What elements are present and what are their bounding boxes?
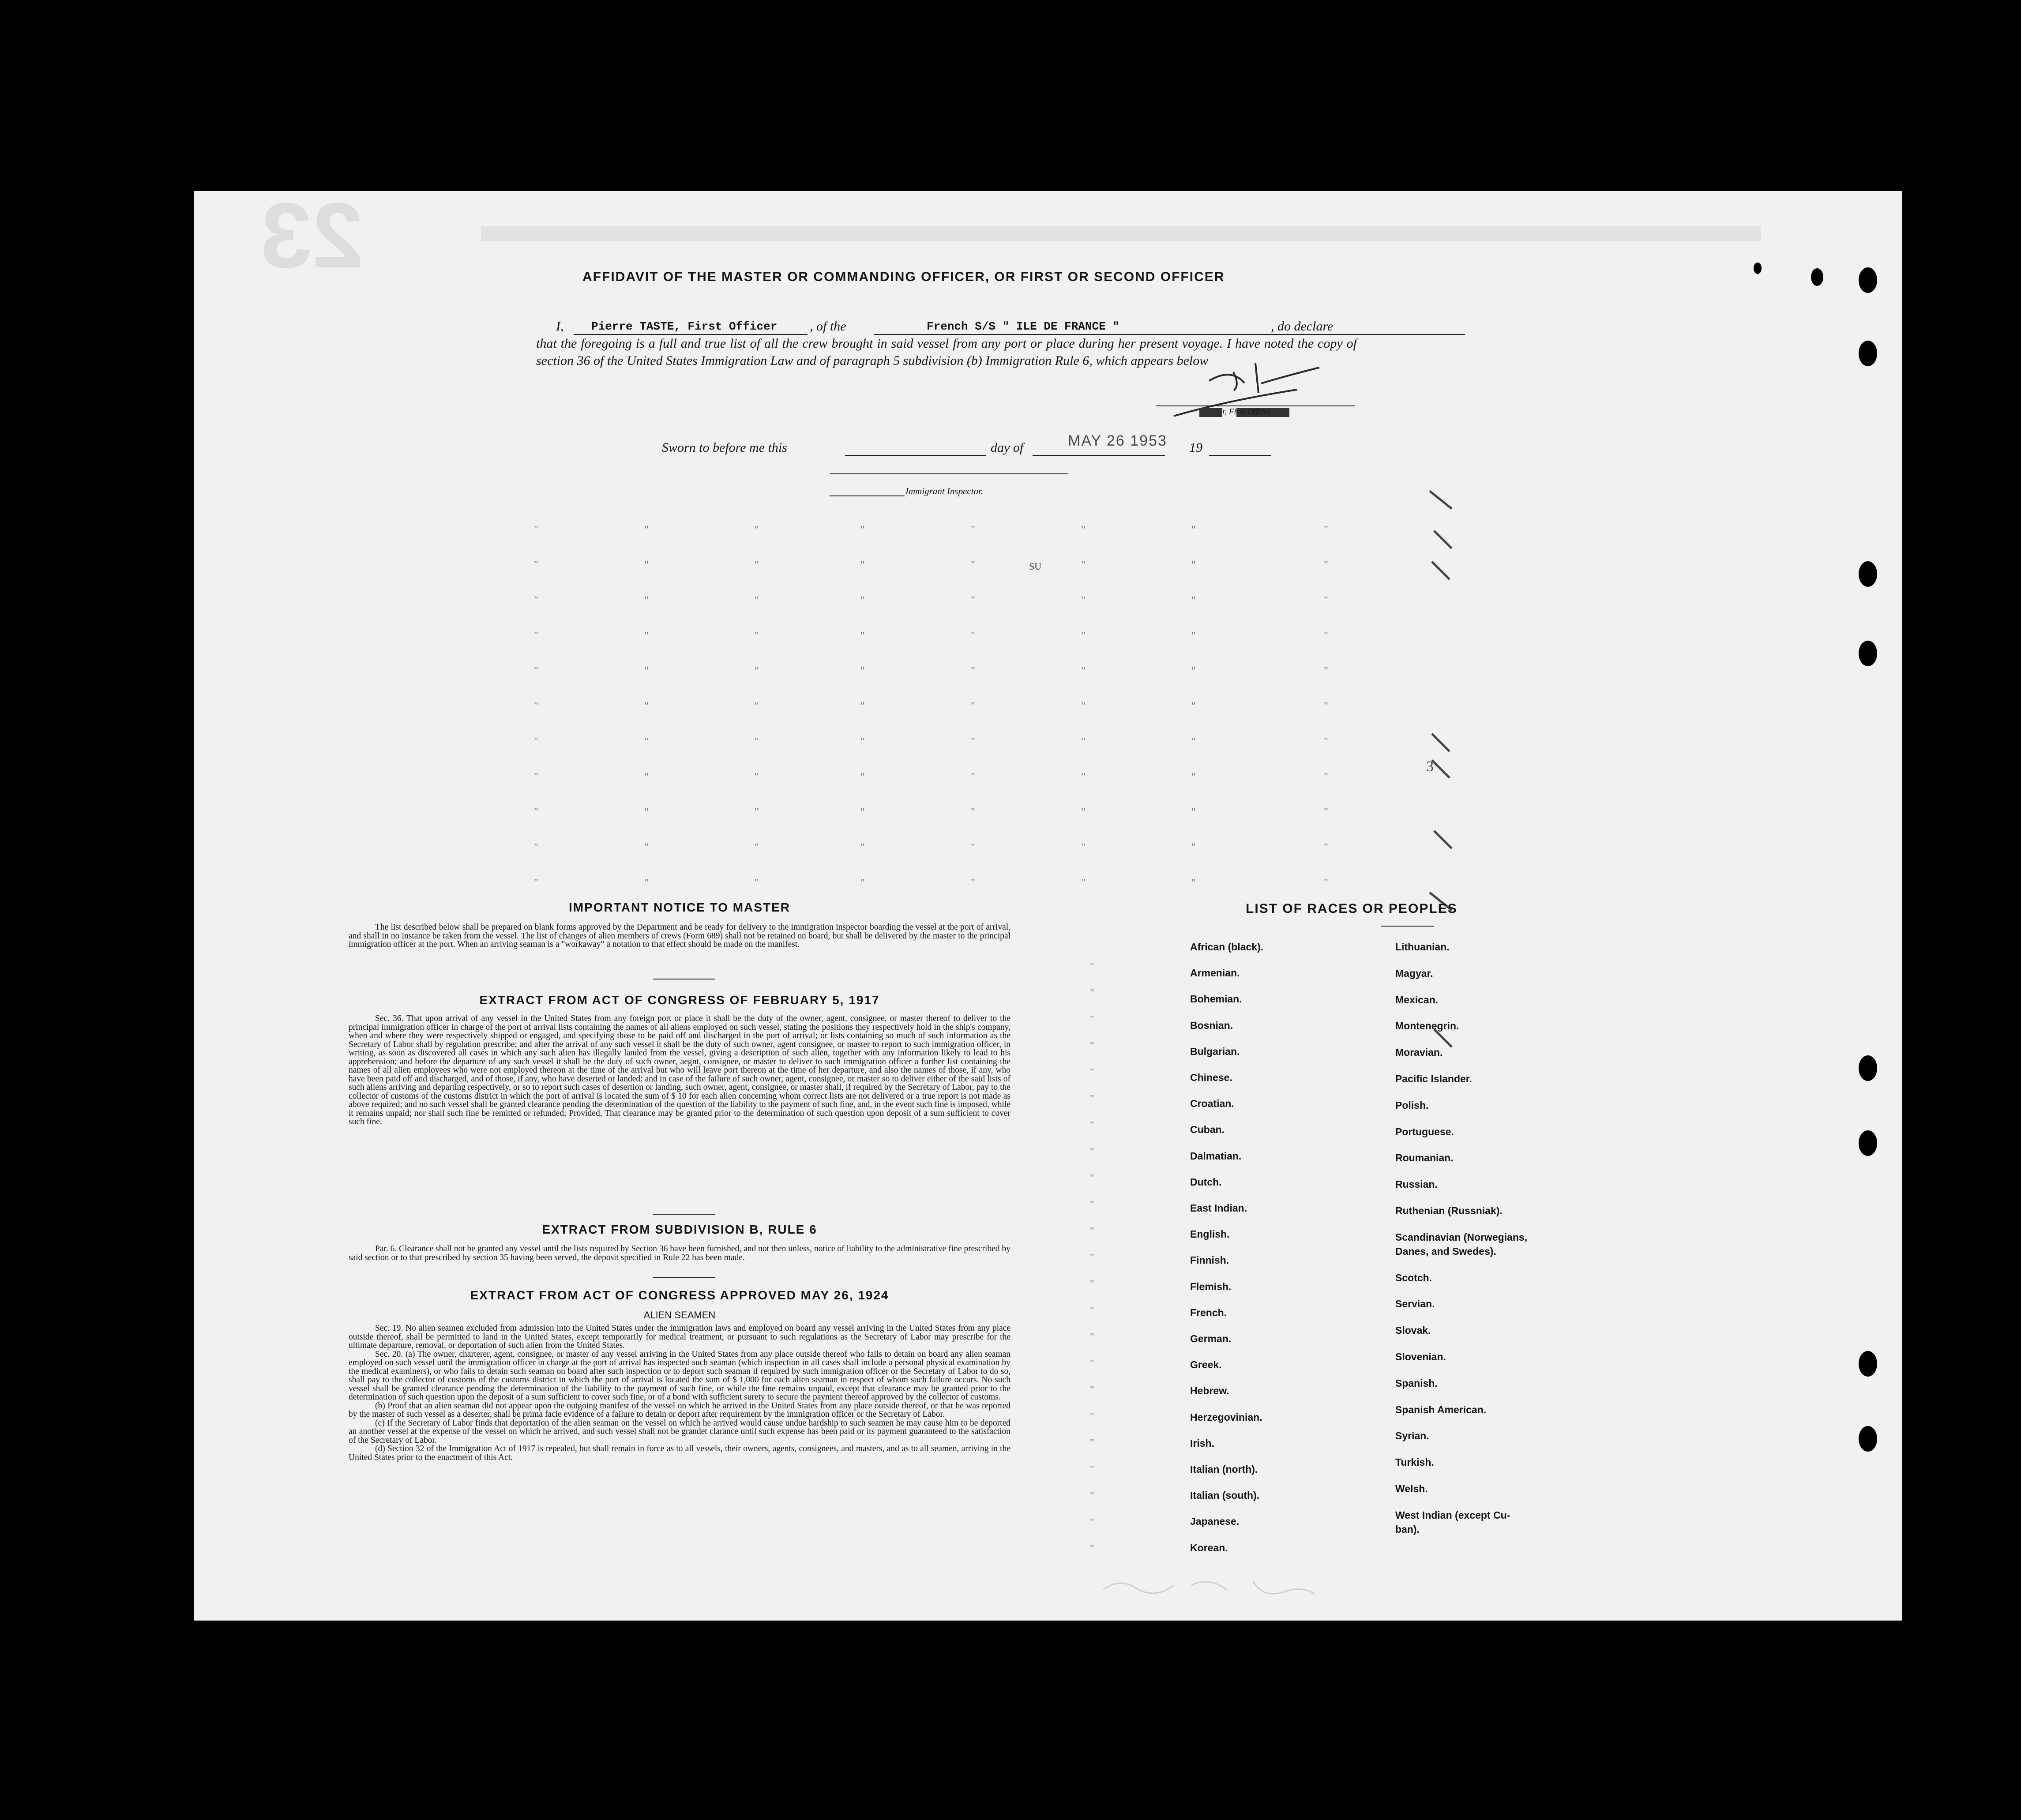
race-item: Mexican.: [1395, 994, 1439, 1006]
ditto-mark: ": [644, 595, 649, 606]
race-item: Italian (north).: [1190, 1464, 1258, 1475]
ditto-mark: ": [534, 807, 538, 818]
race-item: Ruthenian (Russniak).: [1395, 1205, 1503, 1216]
ditto-mark: ": [1090, 1252, 1094, 1264]
races-title: LIST OF RACES OR PEOPLES: [1246, 901, 1458, 916]
ditto-mark: ": [644, 630, 649, 642]
sec19-body: Sec. 19. No alien seamen excluded from admission into the United States under the immigration laws and employed on board any vessel arriving in the United States from any place outside thereof, shall be permitted to land in the United States, except temporarily for medical treatment, or pursuant to such regulations as the Secretary of Labor may prescribe for the ultimate departure, removal, or deportation of such alien from the United States.: [349, 1324, 1010, 1350]
notice-title: IMPORTANT NOTICE TO MASTER: [568, 901, 791, 914]
ditto-mark: ": [534, 842, 538, 853]
ditto-mark: ": [1324, 877, 1328, 889]
ditto-mark: ": [1090, 1490, 1094, 1502]
ditto-mark: ": [1090, 987, 1094, 999]
race-item: Dutch.: [1190, 1176, 1222, 1188]
race-item: Armenian.: [1190, 967, 1240, 979]
ditto-mark: ": [860, 701, 865, 712]
ditto-mark: ": [1081, 771, 1086, 783]
race-item: Slovenian.: [1395, 1351, 1446, 1362]
ditto-mark: ": [1324, 559, 1328, 571]
ditto-mark: ": [1324, 595, 1328, 606]
ditto-mark: ": [755, 771, 759, 783]
ditto-mark: ": [1191, 665, 1196, 677]
ditto-mark: ": [1324, 771, 1328, 783]
ditto-mark: ": [1090, 1014, 1094, 1025]
ditto-mark: ": [860, 842, 865, 853]
extract-rule6-rule: [653, 1277, 715, 1278]
ditto-mark: ": [1081, 842, 1086, 853]
ditto-mark: ": [971, 665, 975, 677]
year-prefix: 19: [1189, 440, 1202, 455]
race-item: Pacific Islander.: [1395, 1073, 1472, 1084]
ditto-mark: ": [1090, 1173, 1094, 1184]
punch-hole: [1859, 1130, 1877, 1156]
inspector-line: [830, 495, 905, 496]
ditto-mark: ": [755, 701, 759, 712]
day-of-label: day of: [991, 440, 1024, 455]
ditto-mark: ": [1191, 630, 1196, 642]
ditto-mark: ": [860, 807, 865, 818]
race-item: Syrian.: [1395, 1430, 1429, 1442]
ditto-mark: ": [860, 595, 865, 606]
ditto-mark: ": [534, 665, 538, 677]
ditto-mark: ": [755, 524, 759, 536]
ditto-mark: ": [755, 736, 759, 747]
ditto-mark: ": [1090, 1517, 1094, 1528]
races-title-rule: [1381, 926, 1434, 927]
ditto-mark: ": [755, 807, 759, 818]
ditto-mark: ": [971, 736, 975, 747]
ditto-mark: ": [971, 771, 975, 783]
race-item: Bulgarian.: [1190, 1045, 1240, 1057]
ditto-mark: ": [534, 736, 538, 747]
race-item: Croatian.: [1190, 1098, 1234, 1110]
ditto-mark: ": [755, 630, 759, 642]
ditto-mark: ": [1081, 595, 1086, 606]
race-item: Russian.: [1395, 1178, 1438, 1190]
ditto-mark: ": [971, 559, 975, 571]
race-item: Flemish.: [1190, 1280, 1232, 1292]
ditto-mark: ": [1324, 701, 1328, 712]
sec20d-body: (d) Section 32 of the Immigration Act of 1917 is repealed, but shall remain in force as to all vessels, their owners, agents, consignees, and masters, and as to all seamen, arriving in the United States prior to the enactment of this Act.: [349, 1444, 1010, 1462]
race-item: Portuguese.: [1395, 1126, 1454, 1137]
race-item: Slovak.: [1395, 1325, 1431, 1336]
punch-hole: [1859, 341, 1877, 366]
ditto-mark: ": [1090, 1226, 1094, 1237]
ditto-mark: ": [755, 877, 759, 889]
ditto-mark: ": [971, 842, 975, 853]
inspector-label: Immigrant Inspector.: [905, 486, 984, 496]
ditto-mark: ": [1191, 524, 1196, 536]
ditto-mark: ": [534, 771, 538, 783]
ditto-mark: ": [1191, 559, 1196, 571]
affidavit-of-the: , of the: [810, 319, 846, 334]
ditto-mark: ": [1090, 1411, 1094, 1422]
ditto-mark: ": [1090, 1040, 1094, 1052]
ditto-mark: ": [1191, 807, 1196, 818]
ditto-mark: ": [971, 524, 975, 536]
race-item: African (black).: [1190, 941, 1264, 953]
ditto-mark: ": [1081, 665, 1086, 677]
race-item: Moravian.: [1395, 1047, 1443, 1058]
race-item: Turkish.: [1395, 1456, 1434, 1468]
ditto-mark: ": [534, 524, 538, 536]
ditto-mark: ": [1090, 961, 1094, 972]
race-item: Lithuanian.: [1395, 941, 1450, 953]
ditto-mark: ": [1090, 1146, 1094, 1158]
race-item: Polish.: [1395, 1099, 1429, 1111]
race-item: Cuban.: [1190, 1124, 1225, 1136]
ditto-mark: ": [860, 524, 865, 536]
su-mark: SU: [1029, 561, 1042, 572]
extract-rule6-block: [349, 1245, 1010, 1262]
ditto-mark: ": [1191, 842, 1196, 853]
ditto-mark: ": [644, 877, 649, 889]
ditto-mark: ": [1324, 630, 1328, 642]
page-number-bleed: 23: [260, 184, 364, 287]
ditto-mark: ": [1090, 1358, 1094, 1370]
ditto-mark: ": [644, 665, 649, 677]
race-item: Scandinavian (Norwegians,: [1395, 1231, 1528, 1243]
affidavit-body: that the foregoing is a full and true list of all the crew brought in said vessel from any port or place during her present voyage. I have noted the copy of section 36 of the United States Immigration Law and of paragraph 5 subdivision (b) Immigration Rule 6, which appears below: [536, 336, 1357, 368]
ditto-mark: ": [644, 842, 649, 853]
affidavit-title: AFFIDAVIT OF THE MASTER OR COMMANDING OFFICER, OR FIRST OR SECOND OFFICER: [582, 270, 1225, 284]
ditto-mark: ": [534, 630, 538, 642]
punch-hole: [1859, 561, 1877, 587]
ditto-mark: ": [644, 524, 649, 536]
notice-block: [349, 923, 1010, 949]
race-item: Italian (south).: [1190, 1490, 1260, 1501]
extract-1917-title: EXTRACT FROM ACT OF CONGRESS OF FEBRUARY 5, 1917: [479, 993, 880, 1007]
ditto-mark: ": [1324, 842, 1328, 853]
race-item: Spanish.: [1395, 1377, 1438, 1389]
race-item: Roumanian.: [1395, 1152, 1454, 1164]
reverse-heading-bleed: [481, 226, 1761, 241]
punch-hole: [1859, 1426, 1877, 1452]
signature-line: [1156, 405, 1355, 406]
ditto-mark: ": [1191, 877, 1196, 889]
ditto-mark: ": [1090, 1199, 1094, 1211]
pencil-note: [1094, 1568, 1324, 1603]
race-item: Greek.: [1190, 1359, 1222, 1371]
ditto-mark: ": [1081, 736, 1086, 747]
race-item: Welsh.: [1395, 1483, 1428, 1494]
ditto-mark: ": [1324, 524, 1328, 536]
ditto-mark: ": [1081, 559, 1086, 571]
punch-hole: [1754, 263, 1762, 274]
race-item: Spanish American.: [1395, 1403, 1487, 1415]
ditto-mark: ": [755, 559, 759, 571]
handwritten-3: 3: [1426, 758, 1434, 775]
ditto-mark: ": [971, 807, 975, 818]
ditto-mark: ": [971, 877, 975, 889]
race-item: Servian.: [1395, 1298, 1435, 1310]
sworn-year-line: [1209, 455, 1271, 456]
date-stamp: MAY 26 1953: [1068, 432, 1167, 449]
affidavit-i: I,: [556, 319, 564, 334]
ditto-mark: ": [1090, 1067, 1094, 1078]
race-item: Irish.: [1190, 1437, 1214, 1449]
race-item: Montenegrin.: [1395, 1020, 1459, 1032]
race-item: Finnish.: [1190, 1254, 1229, 1266]
race-item: Hebrew.: [1190, 1385, 1229, 1397]
extract-1917-block: [349, 1014, 1010, 1126]
sec20a-body: Sec. 20. (a) The owner, charterer, agent, consignee, or master of any vessel arriving in the United States from any place outside thereof who fails to detain on board any alien seaman employed on such vessel until the immigration officer in charge at the port of arrival has inspected such seaman (which inspection in all cases shall include a personal physical examination by the medical examiners), or who fails to detain such seaman on board after such inspection or to deport such seaman if required by such immigration officer or the Secretary of Labor to do so, shall pay to the collector of customs of the customs district in which the port of arrival is located the sum of $ 1,000 for each alien seaman in respect of whom such failure occurs. No such vessel shall be granted clearance pending the determination of the liability to the payment of such fine, or while the fine remains unpaid, except that clearance may be granted prior to the determination of such question upon the deposit of a sum sufficient to cover such fine, or of a bond with sufficient surety to secure the payment thereof approved by the collector of customs.: [349, 1349, 1010, 1402]
notice-body: The list described below shall be prepared on blank forms approved by the Department and be ready for delivery to the immigration inspector boarding the vessel at the port of arrival, and shall in no instance be taken from the vessel. The list of changes of alien members of crews (Form 689) shall not be retained on board, but shall be delivered by the master to the principal immigration officer at the port. When an arriving seaman is a "workaway" a notation to that effect should be made on the manifest.: [349, 923, 1010, 949]
ditto-mark: ": [644, 771, 649, 783]
extract-1924-title: EXTRACT FROM ACT OF CONGRESS APPROVED MAY 26, 1924: [470, 1288, 889, 1302]
ditto-mark: ": [1090, 1543, 1094, 1555]
ditto-mark: ": [1191, 595, 1196, 606]
ditto-mark: ": [971, 630, 975, 642]
ditto-mark: ": [755, 842, 759, 853]
ditto-mark: ": [1324, 665, 1328, 677]
ditto-mark: ": [1090, 1093, 1094, 1105]
ditto-mark: ": [1081, 807, 1086, 818]
ditto-mark: ": [534, 877, 538, 889]
race-item: Scotch.: [1395, 1272, 1432, 1283]
affidavit-do-declare: , do declare: [1271, 319, 1334, 334]
sec20c-body: (c) If the Secretary of Labor finds that deportation of the alien seaman on the vessel on which he arrived would cause undue hardship to such seamen he may cause him to be deported an another vessel at the expense of the vessel on which he arrived, and such vessel shall not be grandet clarance until such expense has been paid or its payment guaranteed to the satisfaction of the Secretary of Labor.: [349, 1418, 1010, 1445]
extract-rule6-title: EXTRACT FROM SUBDIVISION B, RULE 6: [542, 1223, 817, 1236]
race-item: Herzegovinian.: [1190, 1411, 1262, 1423]
ditto-mark: ": [644, 559, 649, 571]
race-item: Bosnian.: [1190, 1019, 1233, 1031]
check-marks: [1425, 487, 1487, 1069]
race-item: West Indian (except Cu-: [1395, 1509, 1510, 1521]
ditto-mark: ": [860, 877, 865, 889]
ditto-mark: ": [1081, 701, 1086, 712]
ditto-mark: ": [1090, 1437, 1094, 1449]
ditto-mark: ": [860, 736, 865, 747]
ditto-mark: ": [755, 595, 759, 606]
ditto-mark: ": [644, 736, 649, 747]
race-item: Danes, and Swedes).: [1395, 1245, 1496, 1257]
race-item: Magyar.: [1395, 967, 1433, 979]
ditto-mark: ": [755, 665, 759, 677]
punch-hole: [1811, 268, 1823, 286]
race-item: Japanese.: [1190, 1516, 1240, 1527]
race-item: Chinese.: [1190, 1072, 1232, 1083]
race-item: East Indian.: [1190, 1202, 1247, 1214]
ditto-mark: ": [860, 559, 865, 571]
ditto-mark: ": [1324, 736, 1328, 747]
sec20b-body: (b) Proof that an alien seaman did not appear upon the outgoing manifest of the vessel on which he arrived in the United States from any place outside thereof, or that he was reported by the master of such vessel as a deserter, shall be prima facie evidence of a failure to detain or deport after requirement by the immigration officer or the Secretary of Labor.: [349, 1401, 1010, 1419]
ditto-mark: ": [1081, 524, 1086, 536]
extract-1924-subtitle: ALIEN SEAMEN: [643, 1310, 716, 1321]
ditto-mark: ": [1090, 1279, 1094, 1290]
extract-rule6-body: Par. 6. Clearance shall not be granted any vessel until the lists required by Section 36 have been furnished, and not then unless, notice of liability to the administrative fine prescribed by said section or to that prescribed by section 35 having been served, the deposit specified in Rule 22 has been made.: [349, 1244, 1010, 1262]
ditto-mark: ": [1081, 630, 1086, 642]
ditto-mark: ": [1090, 1464, 1094, 1475]
ditto-mark: ": [534, 559, 538, 571]
race-item: ban).: [1395, 1523, 1420, 1535]
ditto-mark: ": [644, 701, 649, 712]
race-item: Korean.: [1190, 1542, 1228, 1554]
sworn-day-line: [845, 455, 986, 456]
extract-1917-body: Sec. 36. That upon arrival of any vessel in the United States from any foreign port or place it shall be the duty of the owner, agent, consignee, or master thereof to deliver to the principal immigration officer in charge of the port of arrival lists containing the names of all aliens employed on such vessel, stating the positions they respectively hold in the ship's company, when and where they were respectively shipped or engaged, and specifying those to be paid off and discharged in the port of arrival; or lists containing so much of such information as the Secretary of Labor shall by regulation prescribe; and after the arrival of any such vessel it shall be the duty of such owner, agent consignee, or master to report to such immigration officer, in writing, as soon as discovered all cases in which any such alien has illegally landed from the vessel, giving a description of such alien, together with any information likely to lead to his apprehension; and before the departure of any such vessel it shall be the duty of such owner, aegnt, consignee, or master to deliver to such immigration officer a further list containing the names of all alien employees who were not employed thereon at the time of the arrival but who will leave port thereon at the time of her departure, and also the names of those, if any, who have been paid off and discharged, and of those, if any, who have deserted or landed; and in case of the failure of such owner, agent, consignee, or master so to deliver either of the said lists of such aliens arriving and departing respectively, or so to report such cases of desertion or landing, such owner, agent, consignee, or master shall, if required by the Secretary of Labor, pay to the collector of customs of the customs district in which the port of arrival is located the sum of $ 10 for each alien concerning whom correct lists are not delivered or a true report is not made as above required; and no such vessel shall be granted clearance pending the determination of the question of the liability to the payment of such fine, and, in the event such fine is imposed, while it remains unpaid; nor shall such fine be remitted or refunded; Provided, That clearance may be granted prior to the determination of such question upon deposit of a sum sufficient to cover such fine.: [349, 1014, 1010, 1126]
ditto-mark: ": [1191, 771, 1196, 783]
ditto-mark: ": [860, 630, 865, 642]
ditto-mark: ": [860, 665, 865, 677]
vessel-name: French S/S " ILE DE FRANCE ": [927, 320, 1119, 333]
extract-1917-rule: [653, 1214, 715, 1215]
inspector-line-top: [830, 473, 1068, 474]
ditto-mark: ": [1090, 1305, 1094, 1317]
punch-hole: [1859, 641, 1877, 666]
ditto-mark: ": [971, 701, 975, 712]
race-item: German.: [1190, 1333, 1232, 1344]
ditto-mark: ": [534, 701, 538, 712]
officer-name: Pierre TASTE, First Officer: [591, 320, 778, 333]
punch-hole: [1859, 1351, 1877, 1377]
ditto-mark: ": [1324, 807, 1328, 818]
race-item: Bohemian.: [1190, 993, 1242, 1005]
ditto-mark: ": [1090, 1120, 1094, 1131]
punch-hole: [1859, 267, 1877, 293]
ditto-mark: ": [1191, 701, 1196, 712]
sworn-label: Sworn to before me this: [662, 440, 787, 455]
ditto-mark: ": [644, 807, 649, 818]
ditto-mark: ": [1081, 877, 1086, 889]
ditto-mark: ": [971, 595, 975, 606]
sworn-month-line: [1033, 455, 1165, 456]
signature-caption: r, First Officer.: [1222, 407, 1272, 417]
ditto-mark: ": [1090, 1332, 1094, 1343]
race-item: French.: [1190, 1306, 1227, 1318]
race-item: English.: [1190, 1228, 1230, 1240]
manifest-page: [194, 184, 1902, 1621]
ditto-mark: ": [1090, 1385, 1094, 1396]
extract-1924-block: [349, 1324, 1010, 1462]
punch-hole: [1859, 1055, 1877, 1081]
ditto-mark: ": [1191, 736, 1196, 747]
signature-crossout: [1199, 408, 1222, 417]
ditto-mark: ": [534, 595, 538, 606]
ditto-mark: ": [860, 771, 865, 783]
race-item: Dalmatian.: [1190, 1150, 1242, 1162]
